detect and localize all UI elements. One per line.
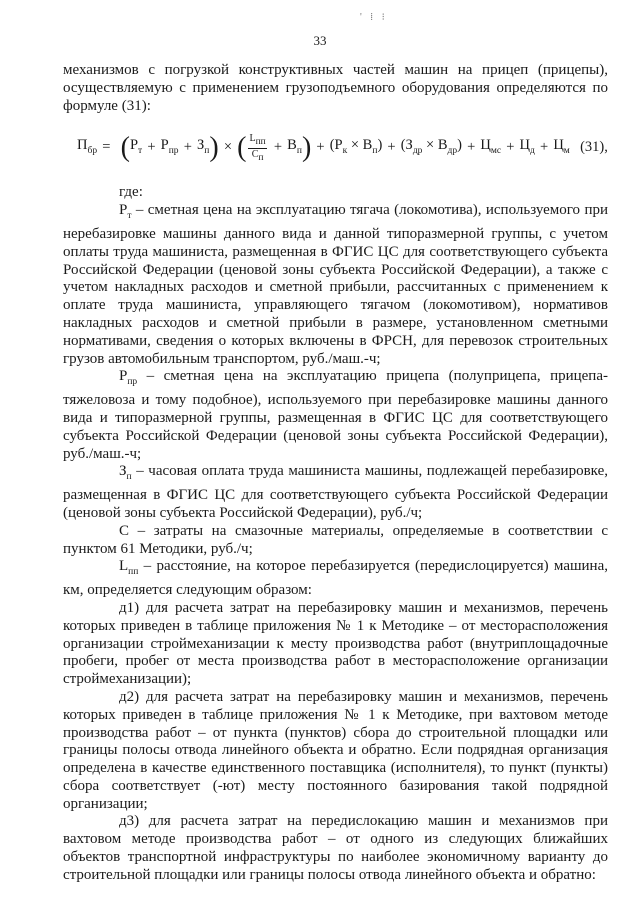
intro-paragraph: механизмов с погрузкой конструктивных частей машин на прицеп (прицепы), осуществляемую с применением грузоподъемного оборудования определяются по формуле (31): (63, 62, 608, 114)
formula-z-p: $З_п$ (197, 136, 210, 156)
item-d2: д2) для расчета затрат на перебазировку машин и механизмов, перечень которых приведен в таблице приложения № 1 к Методике, при вахтовом методе производства работ – от пункта (пунктов) сбора до строительной площадки или границы полосы отвода линейного объекта и обратно. Если подрядная организация определена в качестве единственного поставщика (исполнителя), то пункт (пункты) сбора соответствует (-ют) месту постоянного базирования такой подрядной организации; (63, 688, 608, 812)
formula-c-m: $Ц_м$ (553, 136, 570, 156)
page-number: 33 (313, 33, 327, 48)
formula-r-t: $Р_т$ (129, 136, 143, 156)
formula-number: (31), (580, 139, 608, 156)
item-d1: д1) для расчета затрат на перебазировку машин и механизмов, перечень которых приведен в таблице приложения № 1 к Методике – от месторасположения организации строймеханизации к месту производства работ (внутриплощадочные пробеги, пробег от места производства работ в месторасположение организации строймеханизации); (63, 599, 608, 688)
scan-marks: ' ⁞ ⁝ (360, 12, 388, 23)
formula-plus: + (147, 139, 156, 156)
fraction-numerator: $L_{пп}$ (249, 132, 266, 147)
formula-plus: + (387, 139, 396, 156)
formula-plus: + (540, 139, 549, 156)
formula-eq: = (102, 139, 111, 156)
item-d3: д3) для расчета затрат на передислокацию машин и механизмов при вахтовом методе производства работ – от одного из следующих ближайших объектов транспортной инфраструктуры по наиболее экономичному варианту до строительной площадки или границы полосы отвода линейного объекта и обратно: (63, 813, 608, 883)
formula-open-paren: ( (120, 132, 130, 164)
formula-c-d: $Ц_д$ (519, 136, 535, 156)
page-body (63, 62, 608, 885)
formula-plus: + (506, 139, 515, 156)
formula-close-paren: ) (301, 132, 312, 164)
formula-term-zdr: $(З_{др} \times В_{др})$ (400, 136, 462, 156)
formula-plus: + (183, 139, 192, 156)
definition-z-p: $З_п$ – часовая оплата труда машиниста машины, подлежащей перебазировке, размещенная в ФГИС ЦС для соответствующего субъекта Российской Федерации (ценовой зоны субъекта Российской Федерации), руб./ч; (63, 463, 608, 521)
formula-plus: + (467, 139, 476, 156)
formula-plus: + (273, 139, 283, 156)
definition-r-t: $Р_т$ – сметная цена на эксплуатацию тягача (локомотива), используемого при неребазировке машины данного вида и данной типоразмерной группы, с учетом оплаты труда машиниста, размещенная в ФГИС ЦС для соответствующего субъекта Российской Федерации (ценовой зоны субъекта Российской Федерации), а также с учетом накладных расходов и сметной прибыли, рассчитанных с применением к оплате труда машиниста, управляющего тягачом (локомотивом), нормативов накладных расходов и сметной прибыли в размере, установленном сметными нормативами, сведения о которых включены в ФРСН, для перевозок строительных грузов автомобильным транспортом, руб./маш.-ч; (63, 202, 608, 367)
formula-term-rk: $(Р_к \times В_п)$ (329, 136, 383, 156)
formula-c-ms: $Ц_{мс}$ (480, 136, 502, 156)
formula-r-pr: $Р_{пр}$ (160, 136, 179, 156)
where-label: где: (119, 184, 143, 201)
fraction-denominator: $C_п$ (251, 148, 264, 163)
definition-l-pp: $L_{пп}$ – расстояние, на которое перебазируется (передислоцируется) машина, км, определяется следующим образом: (63, 558, 608, 599)
formula-v-p: $В_п$ (287, 136, 302, 156)
formula-fraction (248, 133, 266, 164)
formula-plus: + (316, 139, 325, 156)
formula-31 (63, 128, 608, 168)
definition-r-pr: $Р_{пр}$ – сметная цена на эксплуатацию прицепа (полуприцепа, прицепа-тяжеловоза и тому подобное), используемого при перебазировке машины данного вида и типоразмерной группы, размещенная в ФГИС ЦС для соответствующего субъекта Российской Федерации (ценовой зоны субъекта Российской Федерации), руб./маш.-ч; (63, 368, 608, 462)
formula-times: × (223, 139, 232, 156)
formula-close-paren: ) (209, 132, 219, 164)
formula-open-paren: ( (237, 132, 247, 164)
formula-lhs: $П_{бр}$ (77, 136, 98, 156)
definition-c: С – затраты на смазочные материалы, определяемые в соответствии с пунктом 61 Методики, руб./ч; (63, 522, 608, 557)
